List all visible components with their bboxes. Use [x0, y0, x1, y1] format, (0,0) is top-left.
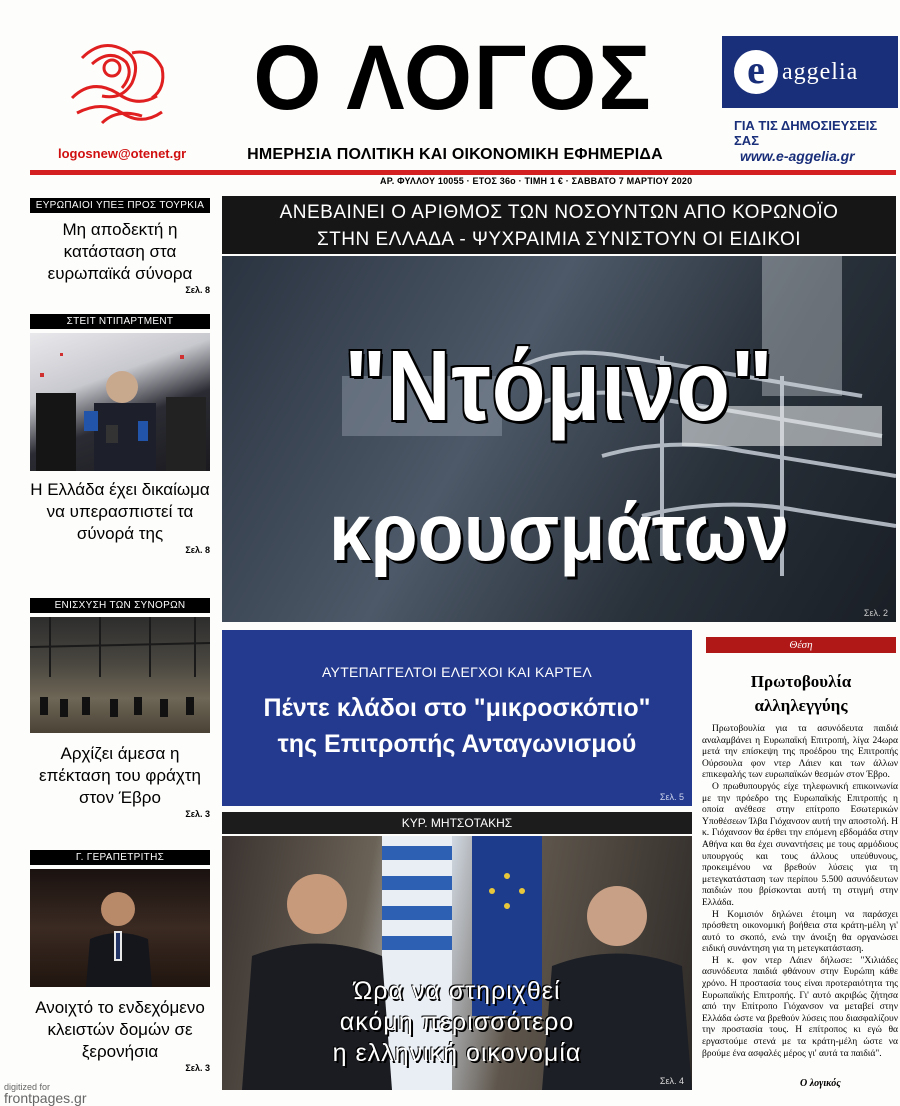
story-headline: Αρχίζει άμεσα η επέκταση του φράχτη στον Έβρο — [39, 744, 201, 807]
story-kicker: ΕΝΙΣΧΥΣΗ ΤΩΝ ΣΥΝΟΡΩΝ — [30, 598, 210, 613]
page-ref: Σελ. 8 — [185, 545, 210, 555]
page-ref: Σελ. 4 — [659, 1076, 684, 1086]
eaggelia-e-icon: e — [734, 50, 778, 94]
story-kicker: ΑΥΤΕΠΑΓΓΕΛΤΟΙ ΕΛΕΓΧΟΙ ΚΑΙ ΚΑΡΤΕΛ — [321, 664, 593, 680]
digitized-label: digitized for — [4, 1082, 51, 1092]
left-story-4[interactable] — [30, 850, 210, 1073]
eaggelia-tagline: ΓΙΑ ΤΙΣ ΔΗΜΟΣΙΕΥΣΕΙΣ ΣΑΣ — [734, 118, 878, 148]
headline-line-1: Ώρα να στηριχθεί — [353, 977, 561, 1005]
contact-email[interactable]: logosnew@otenet.gr — [58, 146, 187, 161]
left-story-2[interactable] — [30, 314, 210, 555]
editorial-paragraph: Ο πρωθυπουργός είχε τηλεφωνική επικοινωνία με την πρόεδρο της Ευρωπαϊκής Επιτροπής η οποία ανέθεσε στην επίτροπο Εσωτερικών Υποθέσεων Ίλβα Γιόχανσον αυτή την αποστολή. Η κ. Γιόχανσον θα έρθει την επόμενη εβδομάδα στην Αθήνα και θα έχει συναντήσεις με τους αρμόδιους υπουργούς και τους άλλους υπεύθυνους, προκειμένου να βρεθούν λύσεις για τη μετεγκατάσταση των περίπου 5.500 ασυνόδευτων παιδιών που βρίσκονται αυτή τη στιγμή στην Ελλάδα. — [702, 781, 898, 908]
editorial-label: Θέση — [706, 637, 896, 653]
banner-line-2: ΣΤΗΝ ΕΛΛΑΔΑ - ΨΥΧΡΑΙΜΙΑ ΣΥΝΙΣΤΟΥΝ ΟΙ ΕΙΔΙΚΟΙ — [316, 229, 802, 250]
page-ref: Σελ. 3 — [185, 1063, 210, 1073]
economy-story[interactable] — [222, 836, 692, 1090]
politician-photo — [30, 869, 210, 987]
masthead-subtitle: ΗΜΕΡΗΣΙΑ ΠΟΛΙΤΙΚΗ ΚΑΙ ΟΙΚΟΝΟΜΙΚΗ ΕΦΗΜΕΡΙΔΑ — [247, 146, 663, 163]
editorial-paragraph: Πρωτοβουλία για τα ασυνόδευτα παιδιά αναλαμβάνει η Ευρωπαϊκή Επιτροπή, λίγα 24ωρα μετά την επίσκεψη της προέδρου της Επιτροπής Ούρσουλα φον ντερ Λάιεν και των άλλων επικεφαλής των ευρωπαϊκών θεσμών στον Έβρο. — [702, 724, 898, 781]
newspaper-logo-icon — [62, 38, 174, 136]
eaggelia-ad-banner[interactable] — [722, 36, 898, 108]
masthead-title: Ο ΛΟΓΟΣ — [253, 27, 653, 129]
headline-line-3: η ελληνική οικονομία — [332, 1039, 582, 1067]
hero-headline-2: κρουσμάτων — [328, 487, 790, 578]
story-kicker: ΚΥΡ. ΜΗΤΣΟΤΑΚΗΣ — [222, 812, 692, 834]
left-story-1[interactable] — [30, 198, 210, 295]
story-headline-2: της Επιτροπής Ανταγωνισμού — [277, 730, 637, 758]
editorial-headline-1: Πρωτοβουλία — [750, 672, 852, 691]
page-ref: Σελ. 3 — [185, 809, 210, 819]
story-headline-1: Πέντε κλάδοι στο "μικροσκόπιο" — [263, 694, 651, 722]
competition-story[interactable] — [222, 630, 692, 806]
headline-line-2: ακόμη περισσότερο — [339, 1008, 575, 1036]
border-fence-photo — [30, 617, 210, 733]
editorial-headline[interactable] — [706, 670, 896, 718]
banner-line-1: ΑΝΕΒΑΙΝΕΙ Ο ΑΡΙΘΜΟΣ ΤΩΝ ΝΟΣΟΥΝΤΩΝ ΑΠΟ ΚΟΡΩΝΟΪΟ — [279, 202, 839, 223]
issue-info: ΑΡ. ΦΥΛΛΟΥ 10055 · ΕΤΟΣ 36ο · ΤΙΜΗ 1 € · ΣΑΒΒΑΤΟ 7 ΜΑΡΤΙΟΥ 2020 — [380, 176, 693, 186]
editorial-body — [702, 724, 898, 1060]
lead-story-banner[interactable] — [222, 196, 896, 254]
eaggelia-url[interactable]: www.e-aggelia.gr — [740, 148, 855, 164]
page-ref: Σελ. 2 — [863, 608, 888, 618]
hero-headline-1: "Ντόμινο" — [344, 330, 774, 442]
story-kicker: ΕΥΡΩΠΑΙΟΙ ΥΠΕΞ ΠΡΟΣ ΤΟΥΡΚΙΑ — [30, 198, 210, 213]
page-ref: Σελ. 8 — [185, 285, 210, 295]
page-ref: Σελ. 5 — [659, 792, 684, 802]
economy-headline — [222, 976, 692, 1069]
editorial-headline-2: αλληλεγγύης — [754, 696, 848, 715]
header-divider — [30, 170, 896, 175]
editorial-paragraph: Η κ. φον ντερ Λάιεν δήλωσε: "Χιλιάδες ασυνόδευτα παιδιά φθάνουν στην Ευρώπη κάθε χρόνο. Η προστασία τους είναι προτεραιότητα της Ευρωπαϊκής Επιτροπής. Γι' αυτό ακριβώς ζήτησα από την Επίτροπο Γιόχανσον να μεταβεί στην Ελλάδα ώστε να βρεθούν λύσεις που διασφαλίζουν την προστασία τους. Η επίτροπος κι εγώ θα εργαστούμε στενά με τα κράτη-μέλη ώστε να βρούμε ένα ασφαλές μέρος γι' αυτά τα παιδιά". — [702, 955, 898, 1059]
lead-story-hero[interactable] — [222, 256, 896, 622]
editorial-paragraph: Η Κομισιόν δηλώνει έτοιμη να παράσχει πρόσθετη οικονομική βοήθεια στα κράτη-μέλη γι' αυτό το σκοπό, ενώ την άνοιξη θα οργανώσει ειδική συνάντηση για τη μετεγκατάσταση. — [702, 909, 898, 955]
story-headline: Ανοιχτό το ενδεχόμενο κλειστών δομών σε ξερονήσια — [35, 998, 205, 1061]
eaggelia-word: aggelia — [782, 58, 859, 85]
story-kicker: ΣΤΕΙΤ ΝΤΙΠΑΡΤΜΕΝΤ — [30, 314, 210, 329]
story-headline: Η Ελλάδα έχει δικαίωμα να υπερασπιστεί τα σύνορά της — [30, 480, 210, 543]
story-kicker: Γ. ΓΕΡΑΠΕΤΡΙΤΗΣ — [30, 850, 210, 865]
editorial-signature: Ο λογικός — [800, 1078, 841, 1089]
story-headline: Μη αποδεκτή η κατάσταση στα ευρωπαϊκά σύνορα — [47, 220, 193, 283]
left-story-3[interactable] — [30, 598, 210, 819]
source-site[interactable]: frontpages.gr — [4, 1090, 87, 1106]
press-conference-photo — [30, 333, 210, 471]
